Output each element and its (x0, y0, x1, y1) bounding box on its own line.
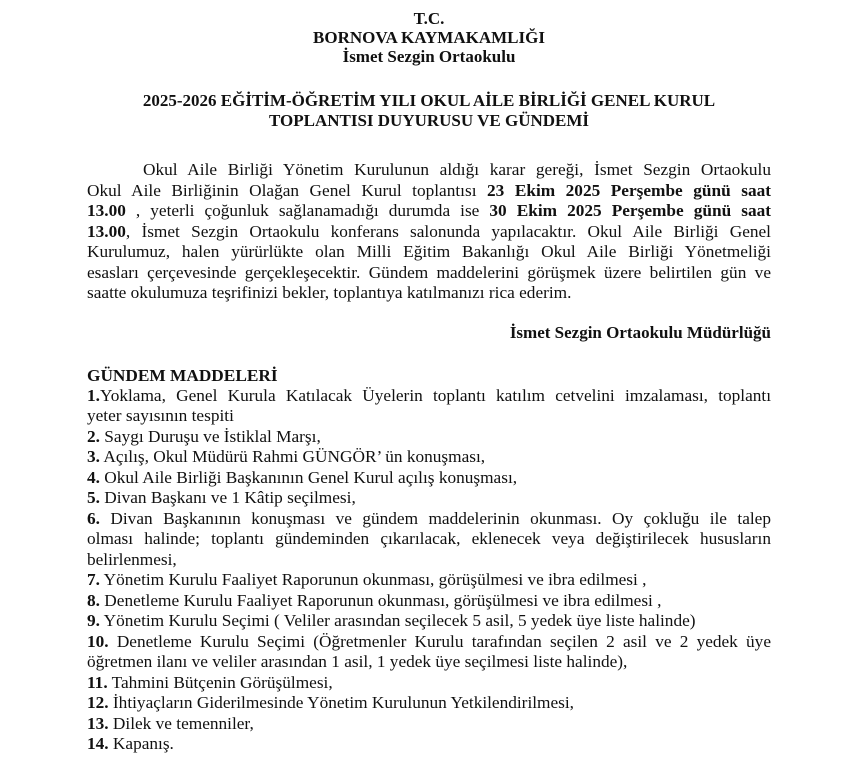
agenda-item-text: Açılış, Okul Müdürü Rahmi GÜNGÖR’ ün konuşması, (99, 447, 486, 466)
announcement-emphasis: 13.00 (87, 221, 126, 241)
agenda-item-number: 11. (87, 672, 108, 692)
announcement-text: , İsmet Sezgin Ortaokulu konferans salonunda yapılacaktır. Okul Aile Birliği Genel (125, 221, 771, 241)
announcement-text: Okul Aile Birliğinin Olağan Genel Kurul toplantısı (87, 180, 488, 200)
header-kaymakamlik: BORNOVA KAYMAKAMLIĞI (313, 28, 545, 47)
agenda-item-text: olması halinde; toplantı gündeminden çıkarılacak, eklenecek veya değiştirilecek hususların (87, 529, 771, 548)
agenda-item (87, 427, 771, 448)
agenda-item-line (87, 386, 771, 407)
announcement-line (87, 160, 771, 181)
agenda-item-line (87, 611, 771, 632)
agenda-item (87, 611, 771, 632)
agenda-item-text: Tahmini Bütçenin Görüşülmesi, (107, 672, 333, 692)
document-title (87, 91, 771, 131)
agenda-item-line (87, 550, 771, 571)
document-page (87, 0, 771, 755)
announcement-text: , yeterli çoğunluk sağlanamadığı durumda ise (125, 201, 490, 220)
agenda-list (87, 386, 771, 755)
agenda-item-text: yeter sayısının tespiti (87, 406, 234, 425)
announcement-emphasis: 30 Ekim 2025 Perşembe günü saat (489, 201, 771, 220)
agenda-item-text: belirlenmesi, (87, 549, 177, 569)
agenda-item-number: 1. (87, 385, 100, 405)
agenda-item-text: Yönetim Kurulu Seçimi ( Veliler arasından seçilecek 5 asil, 5 yedek üye liste halinde) (99, 611, 696, 630)
announcement-line (87, 181, 771, 202)
agenda-item-line (87, 406, 771, 427)
agenda-item-text: Divan Başkanı ve 1 Kâtip seçilmesi, (99, 488, 356, 507)
agenda-item-number: 7. (87, 570, 100, 589)
agenda-item-number: 8. (87, 590, 100, 610)
announcement-text: Okul Aile Birliği Yönetim Kurulunun aldığı karar gereği, İsmet Sezgin Ortaokulu (143, 160, 771, 179)
agenda-item (87, 447, 771, 468)
agenda-title: GÜNDEM MADDELERİ (87, 365, 278, 385)
announcement-emphasis: 13.00 (87, 201, 126, 220)
document-header (87, 9, 771, 66)
agenda-item-line (87, 447, 771, 468)
agenda-item-number: 5. (87, 488, 100, 507)
agenda-item-line (87, 632, 771, 653)
agenda-item-text: Saygı Duruşu ve İstiklal Marşı, (99, 426, 321, 446)
announcement-line (87, 283, 771, 304)
agenda-item-number: 9. (87, 611, 100, 630)
announcement-line (87, 242, 771, 263)
agenda-item-text: Dilek ve temenniler, (108, 713, 254, 733)
agenda-item (87, 693, 771, 714)
announcement-text: esasları çerçevesinde gerçekleşecektir. Gündem maddelerini görüşmek üzere belirtilen gün ve (87, 262, 771, 282)
agenda-item-number: 6. (87, 508, 100, 528)
announcement-line (87, 201, 771, 222)
agenda-item (87, 673, 771, 694)
agenda-item (87, 632, 771, 673)
agenda-item-text: Kapanış. (108, 734, 174, 753)
agenda-item (87, 570, 771, 591)
agenda-item-line (87, 673, 771, 694)
agenda-item-line (87, 488, 771, 509)
announcement-text: Kurulumuz, halen yürürlükte olan Milli Eğitim Bakanlığı Okul Aile Birliği Yönetmeliği (87, 242, 771, 261)
signature: İsmet Sezgin Ortaokulu Müdürlüğü (509, 322, 771, 342)
agenda-item-line (87, 734, 771, 755)
announcement-text: saatte okulumuza teşrifinizi bekler, toplantıya katılmanızı rica ederim. (87, 283, 572, 302)
agenda-item-number: 2. (87, 426, 100, 446)
title-line-1: 2025-2026 EĞİTİM-ÖĞRETİM YILI OKUL AİLE BİRLİĞİ GENEL KURUL (142, 91, 716, 110)
agenda-item-line (87, 570, 771, 591)
announcement-paragraph (87, 160, 771, 304)
agenda-item-text: Denetleme Kurulu Seçimi (Öğretmenler Kurulu tarafından seçilen 2 asil ve 2 yedek üye (108, 631, 771, 651)
agenda-item (87, 386, 771, 427)
agenda-item-text: Yönetim Kurulu Faaliyet Raporunun okunması, görüşülmesi ve ibra edilmesi , (99, 570, 647, 589)
agenda-item-line (87, 529, 771, 550)
agenda-item-line (87, 652, 771, 673)
agenda-item-number: 3. (87, 447, 100, 466)
agenda-item-number: 12. (87, 693, 109, 712)
agenda-item-number: 14. (87, 734, 109, 753)
agenda-item-text: Okul Aile Birliği Başkanının Genel Kurul açılış konuşması, (99, 467, 518, 487)
agenda-item (87, 468, 771, 489)
agenda-item-number: 13. (87, 713, 109, 733)
agenda-item-text: öğretmen ilanı ve veliler arasından 1 asil, 1 yedek üye seçilmesi liste halinde), (87, 652, 628, 671)
agenda-item-text: İhtiyaçların Giderilmesinde Yönetim Kurulunun Yetkilendirilmesi, (108, 693, 575, 712)
announcement-line (87, 222, 771, 243)
agenda-item-line (87, 591, 771, 612)
agenda-item-text: Denetleme Kurulu Faaliyet Raporunun okunması, görüşülmesi ve ibra edilmesi , (99, 590, 662, 610)
title-line-2: TOPLANTISI DUYURUSU VE GÜNDEMİ (268, 111, 590, 130)
agenda-item-number: 10. (87, 631, 109, 651)
agenda-item (87, 488, 771, 509)
agenda-item-text: Yoklama, Genel Kurula Katılacak Üyelerin toplantı katılım cetvelini imzalaması, toplantı (99, 385, 771, 405)
agenda-item (87, 509, 771, 571)
header-tc: T.C. (413, 9, 445, 28)
agenda-item-line (87, 427, 771, 448)
announcement-emphasis: 23 Ekim 2025 Perşembe günü saat (487, 180, 771, 200)
agenda-item (87, 714, 771, 735)
agenda-item-line (87, 693, 771, 714)
agenda-item-text: Divan Başkanının konuşması ve gündem maddelerinin okunması. Oy çokluğu ile talep (99, 508, 771, 528)
header-school-name: İsmet Sezgin Ortaokulu (342, 47, 516, 66)
agenda-item-number: 4. (87, 467, 100, 487)
agenda-item-line (87, 468, 771, 489)
announcement-line (87, 263, 771, 284)
agenda-item (87, 734, 771, 755)
agenda-item (87, 591, 771, 612)
agenda-item-line (87, 714, 771, 735)
agenda-item-line (87, 509, 771, 530)
